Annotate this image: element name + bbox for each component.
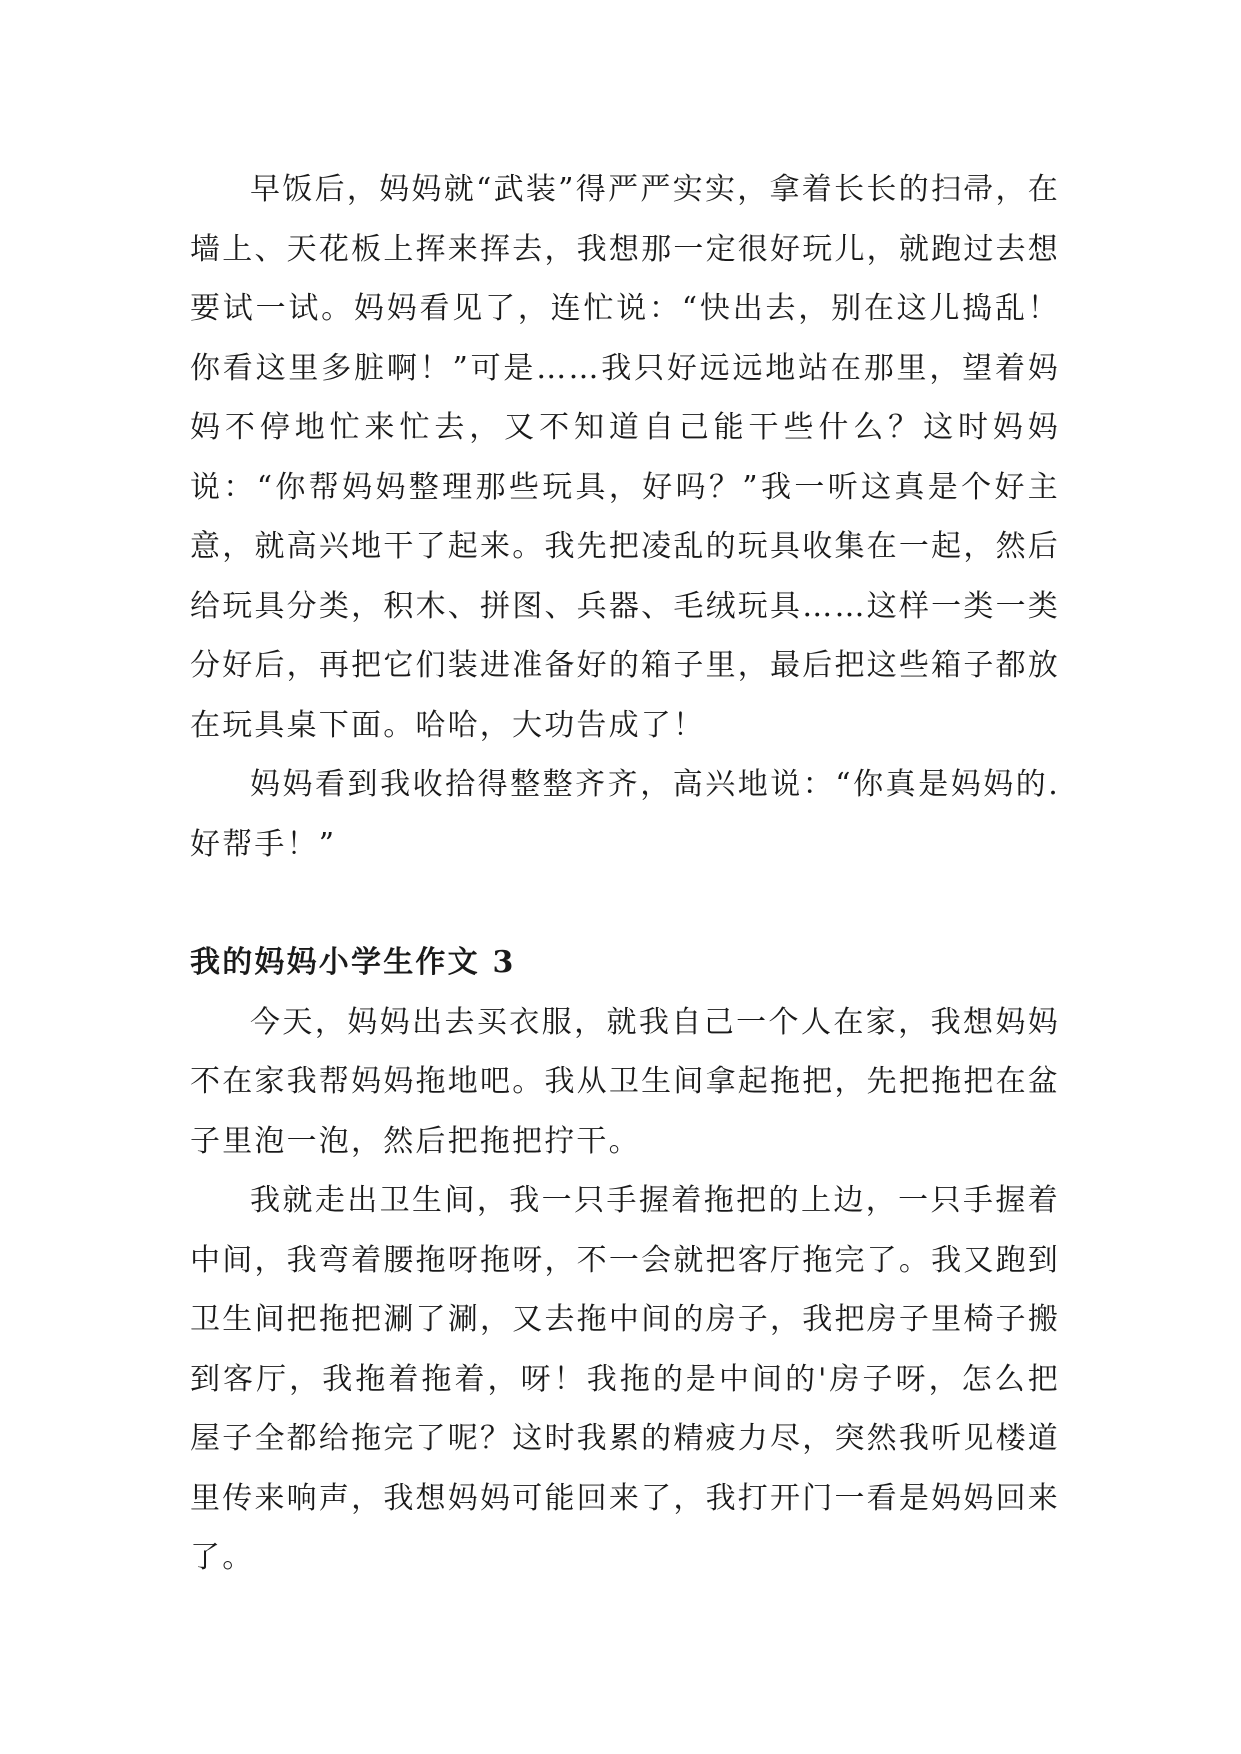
document-page [190, 160, 1060, 1588]
paragraph-cleaning-toys: 早饭后，妈妈就“武装”得严严实实，拿着长长的扫帚，在墙上、天花板上挥来挥去，我想那一定很好玩儿，就跑过去想要试一试。妈妈看见了，连忙说：“快出去，别在这儿捣乱！你看这里多脏啊！”可是……我只好远远地站在那里，望着妈妈不停地忙来忙去，又不知道自己能干些什么？这时妈妈说：“你帮妈妈整理那些玩具，好吗？”我一听这真是个好主意，就高兴地干了起来。我先把凌乱的玩具收集在一起，然后给玩具分类，积木、拼图、兵器、毛绒玩具……这样一类一类分好后，再把它们装进准备好的箱子里，最后把这些箱子都放在玩具桌下面。哈哈，大功告成了！ [190, 172, 1060, 743]
paragraph-good-helper: 妈妈看到我收拾得整整齐齐，高兴地说：“你真是妈妈的.好帮手！” [190, 767, 1060, 862]
paragraph-mopping-rooms: 我就走出卫生间，我一只手握着拖把的上边，一只手握着中间，我弯着腰拖呀拖呀，不一会就把客厅拖完了。我又跑到卫生间把拖把涮了涮，又去拖中间的房子，我把房子里椅子搬到客厅，我拖着拖着，呀！我拖的是中间的'房子呀，怎么把屋子全都给拖完了呢？这时我累的精疲力尽，突然我听见楼道里传来响声，我想妈妈可能回来了，我打开门一看是妈妈回来了。 [190, 1183, 1060, 1575]
paragraph-mopping-start: 今天，妈妈出去买衣服，就我自己一个人在家，我想妈妈不在家我帮妈妈拖地吧。我从卫生间拿起拖把，先把拖把在盆子里泡一泡，然后把拖把拧干。 [190, 1004, 1060, 1159]
essay-heading: 我的妈妈小学生作文 3 [190, 945, 516, 980]
